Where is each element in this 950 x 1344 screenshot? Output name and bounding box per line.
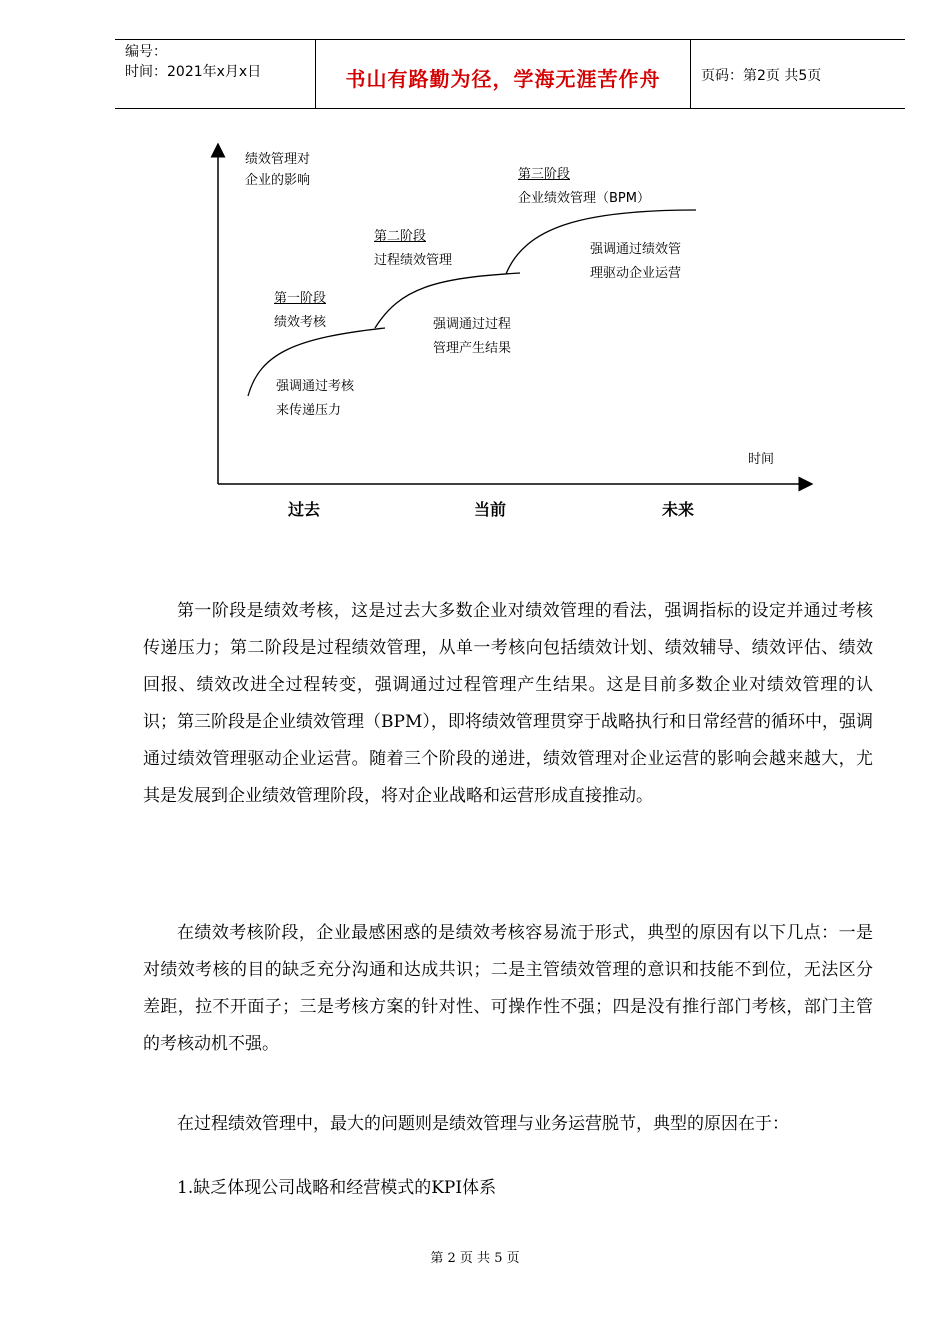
stage3-desc-1: 强调通过绩效管: [590, 242, 682, 257]
x-tick-past: 过去: [288, 500, 321, 519]
stage2-title: 第二阶段: [374, 229, 427, 244]
paragraph-3: 在过程绩效管理中，最大的问题则是绩效管理与业务运营脱节，典型的原因在于：: [177, 1114, 789, 1134]
diagram-graphics: [190, 138, 830, 538]
stage1-desc-2: 来传递压力: [276, 403, 342, 418]
page-header: [115, 39, 905, 109]
motto: 书山有路勤为径，学海无涯苦作舟: [345, 67, 661, 91]
stage3-title: 第三阶段: [518, 167, 571, 182]
paragraph-1: 第一阶段是绩效考核，这是过去大多数企业对绩效管理的看法，强调指标的设定并通过考核传递压力；第二阶段是过程绩效管理，从单一考核向包括绩效计划、绩效辅导、绩效评估、绩效回报、绩效改进全过程转变，强调通过过程管理产生结果。这是目前多数企业对绩效管理的认识；第三阶段是企业绩效管理（BPM），即将绩效管理贯穿于战略执行和日常经营的循环中，强调通过绩效管理驱动企业运营。随着三个阶段的递进，绩效管理对企业运营的影响会越来越大，尤其是发展到企业绩效管理阶段，将对企业战略和运营形成直接推动。: [143, 601, 873, 806]
stage1-name: 绩效考核: [274, 315, 327, 330]
page-footer: 第 2 页 共 5 页: [430, 1251, 520, 1266]
y-axis-label-2: 企业的影响: [245, 173, 311, 188]
x-tick-present: 当前: [474, 500, 507, 519]
header-meta-cell: [115, 40, 315, 108]
stage1-desc-1: 强调通过考核: [276, 379, 355, 394]
performance-stage-diagram: [190, 138, 830, 538]
serial-label: 编号：: [125, 44, 167, 60]
x-axis-label: 时间: [748, 452, 775, 467]
stage1-title: 第一阶段: [274, 291, 327, 306]
y-axis-label-1: 绩效管理对: [245, 152, 311, 167]
paragraph-4: 1.缺乏体现公司战略和经营模式的KPI体系: [177, 1178, 497, 1198]
date-label: 时间：2021年x月x日: [125, 64, 262, 80]
paragraph-2: 在绩效考核阶段，企业最感困惑的是绩效考核容易流于形式，典型的原因有以下几点：一是对绩效考核的目的缺乏充分沟通和达成共识；二是主管绩效管理的意识和技能不到位，无法区分差距，拉不开面子；三是考核方案的针对性、可操作性不强；四是没有推行部门考核，部门主管的考核动机不强。: [143, 923, 873, 1054]
stage3-name: 企业绩效管理（BPM）: [518, 191, 650, 206]
stage3-desc-2: 理驱动企业运营: [590, 266, 682, 281]
stage2-desc-1: 强调通过过程: [433, 317, 512, 332]
header-motto-cell: [315, 40, 691, 108]
x-tick-future: 未来: [662, 500, 695, 519]
stage2-name: 过程绩效管理: [374, 253, 453, 268]
stage2-desc-2: 管理产生结果: [433, 341, 512, 356]
header-page-cell: [691, 40, 905, 108]
header-page-info: 页码：第2页 共5页: [701, 68, 822, 84]
